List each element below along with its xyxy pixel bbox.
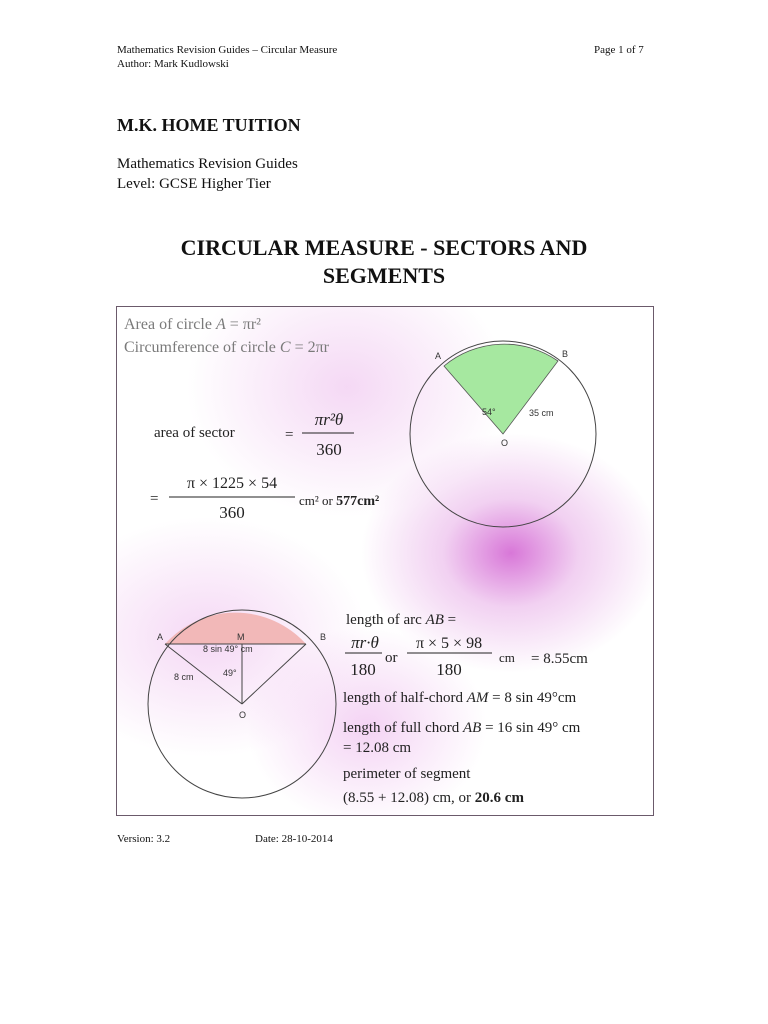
page-title-line1: CIRCULAR MEASURE - SECTORS AND [180, 235, 588, 260]
arc-or: or [385, 650, 398, 666]
circle2-point-a: A [157, 632, 164, 642]
circle1-angle: 54° [482, 407, 496, 417]
circle1-point-o: O [501, 438, 509, 448]
arc-numerator-1: πr·θ [351, 633, 379, 652]
perimeter-line: (8.55 + 12.08) cm, or 20.6 cm [343, 790, 524, 806]
sector-area-label: area of sector [154, 425, 235, 441]
full-chord-result: = 12.08 cm [343, 740, 412, 756]
arc-result: = 8.55cm [531, 651, 588, 667]
circumference-formula: Circumference of circle C = 2πr [124, 339, 330, 356]
sector-shaded-region [444, 344, 558, 434]
perimeter-title: perimeter of segment [343, 766, 471, 782]
arc-denominator-2: 180 [436, 660, 462, 679]
half-chord-line: length of half-chord AM = 8 sin 49°cm [343, 690, 577, 706]
sector2-result: cm² or 577cm² [299, 493, 380, 509]
footer-version: Version: 3.2 [117, 833, 171, 845]
sector-denominator: 360 [316, 440, 342, 459]
header-doc-title: Mathematics Revision Guides – Circular Measure [117, 44, 338, 56]
circle2-radius-label: 8 cm [174, 672, 194, 682]
circle2-half-chord-label: 8 sin 49° cm [203, 644, 253, 654]
sector2-numerator: π × 1225 × 54 [186, 475, 278, 492]
subtitle-guides: Mathematics Revision Guides [117, 156, 298, 172]
sector2-equals: = [150, 491, 159, 507]
sector2-denominator: 360 [219, 503, 245, 522]
circle2-point-m: M [237, 632, 245, 642]
sector-numerator: πr²θ [314, 410, 344, 429]
circle1-radius: 35 cm [529, 408, 554, 418]
header-page-number: Page 1 of 7 [594, 44, 644, 56]
circle1-point-b: B [562, 349, 569, 359]
page-title-line2: SEGMENTS [322, 263, 446, 288]
full-chord-line: length of full chord AB = 16 sin 49° cm [343, 720, 581, 736]
diagram-svg [117, 307, 653, 815]
page-title [117, 234, 651, 290]
circle2-angle-label: 49° [223, 668, 237, 678]
footer-date: Date: 28-10-2014 [255, 833, 333, 845]
arc-unit: cm [499, 650, 515, 665]
circle2-point-o: O [239, 710, 247, 720]
circle1-point-a: A [435, 351, 442, 361]
arc-numerator-2: π × 5 × 98 [415, 635, 483, 652]
arc-length-title: length of arc AB = [346, 612, 457, 628]
area-formula: Area of circle A = πr² [124, 316, 261, 333]
header-author: Author: Mark Kudlowski [117, 58, 229, 70]
organisation-name: M.K. HOME TUITION [117, 115, 301, 135]
circle2-point-b: B [320, 632, 327, 642]
arc-denominator-1: 180 [350, 660, 376, 679]
subtitle-level: Level: GCSE Higher Tier [117, 176, 271, 192]
diagram-figure [116, 306, 654, 816]
sector-equals: = [285, 427, 294, 443]
